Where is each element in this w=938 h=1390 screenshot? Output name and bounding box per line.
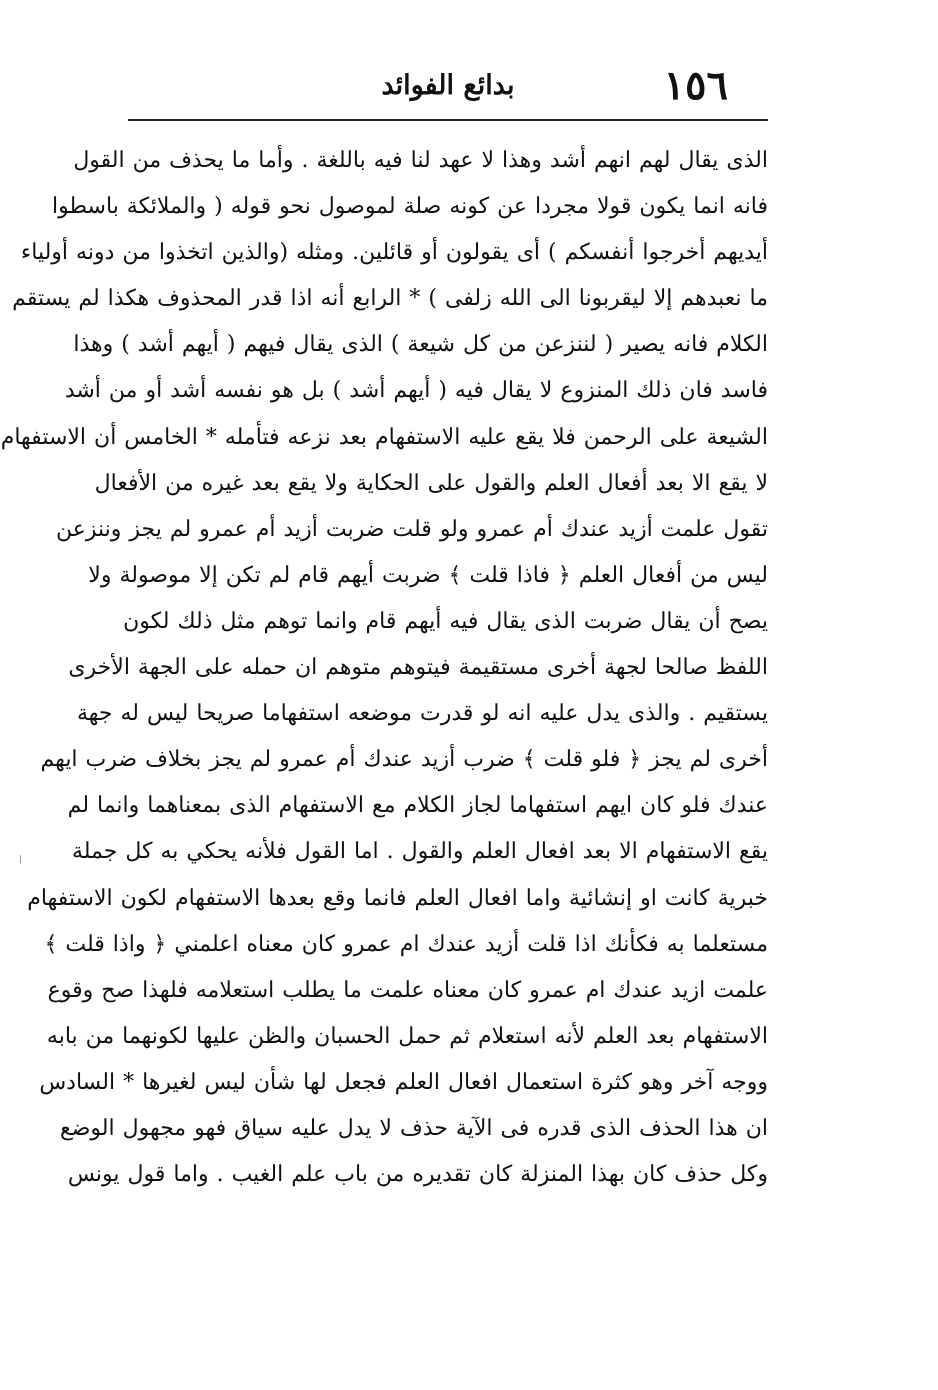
text-line: الكلام فانه يصير ( لننزعن من كل شيعة ) الذى يقال فيهم ( أيهم أشد ) وهذا xyxy=(73,332,768,358)
text-line: اللفظ صالحا لجهة أخرى مستقيمة فيتوهم متوهم ان حمله على الجهة الأخرى xyxy=(68,655,768,681)
text-line: الشيعة على الرحمن فلا يقع عليه الاستفهام بعد نزعه فتأمله * الخامس أن الاستفهام xyxy=(0,424,768,450)
page-header xyxy=(128,56,768,116)
text-line: تقول علمت أزيد عندك أم عمرو ولو قلت ضربت أزيد أم عمرو لم يجز وننزعن xyxy=(55,516,768,542)
text-line: خبرية كانت او إنشائية واما افعال العلم فانما وقع بعدها الاستفهام لكون الاستفهام xyxy=(27,885,768,911)
header-divider xyxy=(128,119,768,121)
text-line: أخرى لم يجز ﴿ فلو قلت ﴾ ضرب أزيد عندك أم عمرو لم يجز بخلاف ضرب ايهم xyxy=(40,747,768,773)
text-line: الاستفهام بعد العلم لأنه استعلام ثم حمل الحسبان والظن عليها لكونهما من بابه xyxy=(46,1023,768,1049)
page-number: ١٥٦ xyxy=(663,62,728,109)
text-line: يقع الاستفهام الا بعد افعال العلم والقول . اما القول فلأنه يحكي به كل جملة xyxy=(71,839,768,865)
text-line: لا يقع الا بعد أفعال العلم والقول على الحكاية ولا يقع بعد غيره من الأفعال xyxy=(94,470,768,496)
text-line: علمت ازيد عندك ام عمرو كان معناه علمت ما يطلب استعلامه فلهذا صح وقوع xyxy=(47,977,768,1003)
text-line: الذى يقال لهم انهم أشد وهذا لا عهد لنا فيه باللغة . وأما ما يحذف من القول xyxy=(73,148,768,173)
running-title: بدائع الفوائد xyxy=(381,70,515,101)
body-text xyxy=(0,138,768,1198)
text-line: فاسد فان ذلك المنزوع لا يقال فيه ( أيهم أشد ) بل هو نفسه أشد أو من أشد xyxy=(64,378,768,404)
text-line: مستعلما به فكأنك اذا قلت أزيد عندك ام عمرو كان معناه اعلمني ﴿ واذا قلت ﴾ xyxy=(44,931,768,957)
text-line: يصح أن يقال ضربت الذى يقال فيه أيهم قام وانما توهم مثل ذلك لكون xyxy=(123,608,768,634)
text-line: أيديهم أخرجوا أنفسكم ) أى يقولون أو قائلين. ومثله (والذين اتخذوا من دونه أولياء xyxy=(20,240,768,266)
text-line: ما نعبدهم إلا ليقربونا الى الله زلفى ) * الرابع أنه اذا قدر المحذوف هكذا لم يستقم xyxy=(12,286,768,312)
margin-mark xyxy=(20,855,21,863)
text-line: فانه انما يكون قولا مجردا عن كونه صلة لموصول نحو قوله ( والملائكة باسطوا xyxy=(52,194,768,220)
text-line: وكل حذف كان بهذا المنزلة كان تقديره من باب علم الغيب . واما قول يونس xyxy=(67,1162,768,1188)
text-line: ووجه آخر وهو كثرة استعمال افعال العلم فجعل لها شأن ليس لغيرها * السادس xyxy=(39,1069,768,1095)
text-line: عندك فلو كان ايهم استفهاما لجاز الكلام مع الاستفهام الذى بمعناهما وانما لم xyxy=(67,793,768,819)
text-line: ليس من أفعال العلم ﴿ فاذا قلت ﴾ ضربت أيهم قام لم تكن إلا موصولة ولا xyxy=(88,562,768,588)
text-line: ان هذا الحذف الذى قدره فى الآية حذف لا يدل عليه سياق فهو مجهول الوضع xyxy=(60,1115,768,1141)
text-line: يستقيم . والذى يدل عليه انه لو قدرت موضعه استفهاما صريحا ليس له جهة xyxy=(76,701,768,727)
